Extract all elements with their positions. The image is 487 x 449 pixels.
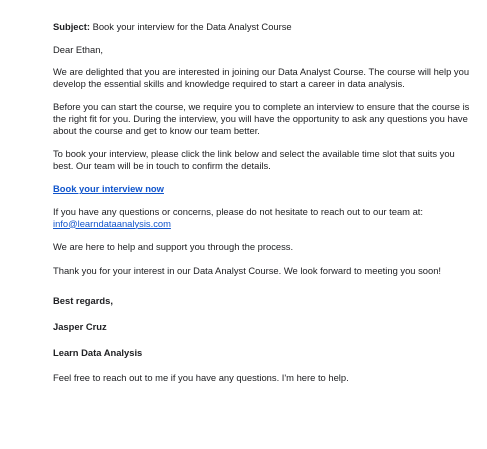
postscript: Feel free to reach out to me if you have any questions. I'm here to help. (53, 372, 349, 384)
booking-paragraph: To book your interview, please click the link below and select the available time slot that suits you best. Our team will be in touch to confirm the details. (53, 148, 455, 171)
interview-paragraph: Before you can start the course, we require you to complete an interview to ensure that the course is the right fit for you. During the interview, you will have the opportunity to ask any questions you have about the course and get to know our team better. (53, 101, 470, 136)
subject-text: Book your interview for the Data Analyst Course (92, 21, 292, 32)
intro-paragraph: We are delighted that you are interested in joining our Data Analyst Course. The course will help you develop the essential skills and knowledge required to start a career in data analysis. (53, 66, 470, 89)
email-body (53, 21, 473, 384)
thanks-paragraph: Thank you for your interest in our Data Analyst Course. We look forward to meeting you soon! (53, 264, 442, 276)
organization-name: Learn Data Analysis (53, 346, 143, 358)
contact-text: If you have any questions or concerns, please do not hesitate to reach out to our team at: (53, 205, 424, 217)
contact-email-link[interactable]: info@learndataanalysis.com (53, 217, 171, 229)
subject-label: Subject: (53, 21, 90, 32)
book-interview-link[interactable]: Book your interview now (53, 183, 164, 195)
signer-name: Jasper Cruz (53, 320, 107, 332)
cta-paragraph (53, 183, 473, 195)
greeting: Dear Ethan, (53, 43, 104, 55)
contact-paragraph (53, 206, 473, 229)
email-subject-line (53, 21, 473, 33)
support-paragraph: We are here to help and support you through the process. (53, 241, 294, 253)
signoff: Best regards, (53, 295, 113, 307)
